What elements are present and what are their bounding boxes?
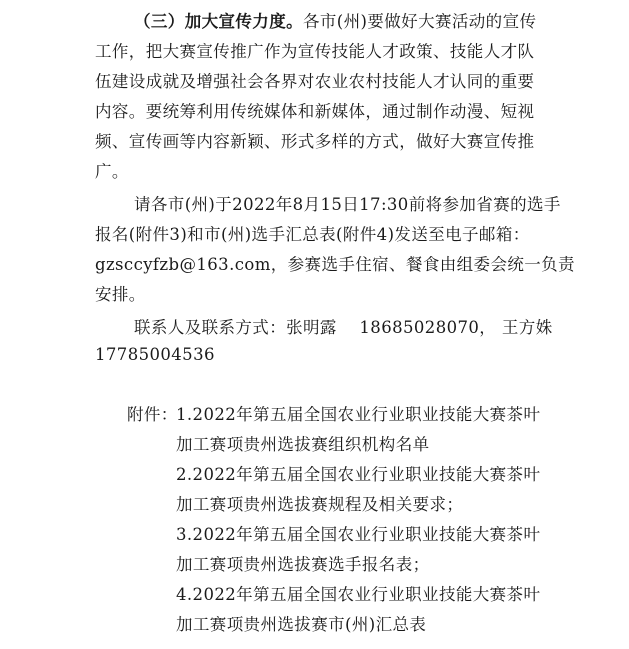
section3-text-0: 各市(州)要做好大赛活动的宣传 <box>303 12 537 31</box>
section3-text-3: 内容。要统筹利用传统媒体和新媒体，通过制作动漫、短视 <box>95 102 535 121</box>
registration-line <box>134 195 561 215</box>
attachment-item-3 <box>176 525 540 545</box>
section3-line <box>95 162 535 182</box>
registration-text-1: 报名(附件3)和市(州)选手汇总表(附件4)发送至电子邮箱： <box>95 225 530 244</box>
contact-person-1: 张明露 <box>286 318 337 337</box>
registration-line <box>95 285 535 305</box>
section3-text-2: 伍建设成就及增强社会各界对农业农村技能人才认同的重要 <box>95 72 535 91</box>
registration-text-3: 安排。 <box>95 285 146 304</box>
section3-text-1: 工作，把大赛宣传推广作为宣传技能人才政策、技能人才队 <box>95 42 535 61</box>
attachment-num: 4. <box>176 585 193 604</box>
registration-line <box>95 255 575 275</box>
attachments-label: 附件： <box>127 405 178 424</box>
registration-text-0: 请各市(州)于2022年8月15日17:30前将参加省赛的选手 <box>134 195 561 214</box>
attachment-item-2 <box>176 465 540 485</box>
section3-heading: （三）加大宣传力度。 <box>134 12 303 31</box>
attachment-title: 2022年第五届全国农业行业职业技能大赛茶叶 <box>192 405 541 424</box>
section3-first-line <box>134 12 537 32</box>
contact-phone-2: 17785004536 <box>95 345 215 364</box>
contact-line-2 <box>95 345 535 365</box>
section3-line <box>95 42 535 62</box>
contact-person-2: 王方姝 <box>501 318 553 337</box>
section3-line <box>95 102 535 122</box>
attachment-title: 2022年第五届全国农业行业职业技能大赛茶叶 <box>192 525 541 544</box>
attachment-item-4 <box>176 585 540 605</box>
attachment-item-4-cont: 加工赛项贵州选拔赛市(州)汇总表 <box>176 615 427 634</box>
attachment-title: 2022年第五届全国农业行业职业技能大赛茶叶 <box>192 465 541 484</box>
registration-email-line: gzsccyfzb@163.com，参赛选手住宿、餐食由组委会统一负责 <box>95 255 575 274</box>
registration-line <box>95 225 535 245</box>
section3-line <box>95 132 535 152</box>
attachment-num: 1. <box>176 405 193 424</box>
attachment-item-3-cont: 加工赛项贵州选拔赛选手报名表； <box>176 555 430 574</box>
attachment-title: 2022年第五届全国农业行业职业技能大赛茶叶 <box>192 585 541 604</box>
contact-label: 联系人及联系方式： <box>134 318 287 337</box>
attachment-item-1-cont: 加工赛项贵州选拔赛组织机构名单 <box>176 435 430 454</box>
attachment-num: 2. <box>176 465 193 484</box>
attachment-item-2-cont: 加工赛项贵州选拔赛规程及相关要求； <box>176 495 464 514</box>
section3-text-5: 广。 <box>95 162 129 181</box>
contact-line <box>134 318 554 338</box>
attachment-num: 3. <box>176 525 193 544</box>
contact-phone-1: 18685028070， <box>359 318 497 337</box>
section3-text-4: 频、宣传画等内容新颖、形式多样的方式，做好大赛宣传推 <box>95 132 535 151</box>
attachment-item-1 <box>176 405 540 425</box>
section3-line <box>95 72 535 92</box>
